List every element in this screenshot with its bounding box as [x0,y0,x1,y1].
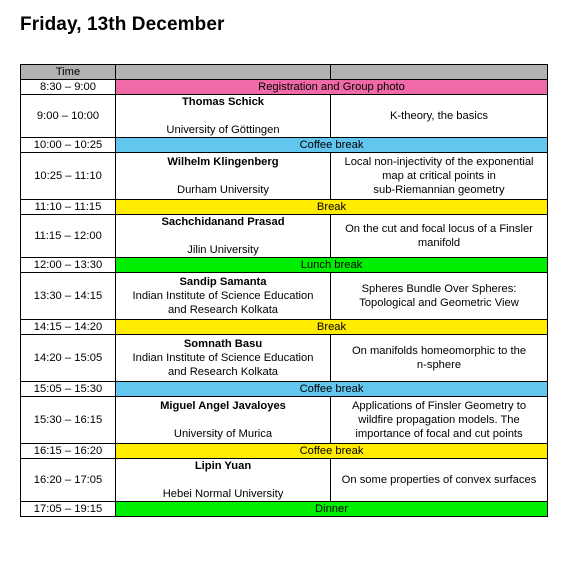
session-time: 9:00 – 10:00 [21,95,116,138]
session-time: 10:25 – 11:10 [21,153,116,200]
speaker-affiliation: Jilin University [187,244,259,256]
speaker-cell [116,215,331,258]
spacer [119,169,327,183]
schedule-table [20,64,548,517]
talk-title-line: Topological and Geometric View [359,297,519,309]
speaker-affiliation: University of Göttingen [166,124,280,136]
speaker-cell [116,273,331,320]
break-row [21,258,548,273]
speaker-name: Lipin Yuan [194,460,252,472]
session-time: 11:15 – 12:00 [21,215,116,258]
talk-title-line: On the cut and focal locus of a Finsler [345,223,533,235]
break-row [21,320,548,335]
break-label: Registration and Group photo [116,80,548,95]
speaker-affiliation: University of Murica [173,428,273,440]
break-label: Lunch break [116,258,548,273]
break-label: Coffee break [116,382,548,397]
session-time: 16:20 – 17:05 [21,459,116,502]
table-header-row [21,65,548,80]
session-time: 15:05 – 15:30 [21,382,116,397]
talk-row [21,215,548,258]
speaker-cell [116,95,331,138]
talk-row [21,459,548,502]
talk-title-line: sub-Riemannian geometry [373,184,505,196]
speaker-affiliation: Indian Institute of Science Education [132,352,314,364]
talk-title-cell [331,335,548,382]
speaker-cell [116,335,331,382]
speaker-cell [116,459,331,502]
talk-title-line: wildfire propagation models. The [358,414,520,426]
break-row [21,138,548,153]
break-row [21,80,548,95]
talk-title-line: n-sphere [416,359,462,371]
talk-title-cell [331,397,548,444]
speaker-affiliation: and Research Kolkata [167,366,279,378]
speaker-cell [116,397,331,444]
talk-row [21,397,548,444]
session-time: 8:30 – 9:00 [21,80,116,95]
session-time: 15:30 – 16:15 [21,397,116,444]
break-label: Dinner [116,502,548,517]
talk-row [21,95,548,138]
talk-row [21,153,548,200]
talk-title-line: On manifolds homeomorphic to the [351,345,527,357]
session-time: 11:10 – 11:15 [21,200,116,215]
speaker-affiliation: Durham University [176,184,269,196]
speaker-affiliation: Hebei Normal University [162,488,284,500]
speaker-name: Somnath Basu [183,338,263,350]
speaker-cell [116,153,331,200]
day-title: Friday, 13th December [20,14,225,35]
talk-title-cell [331,273,548,320]
talk-title-line: K-theory, the basics [389,110,489,122]
spacer [119,473,327,487]
session-time: 13:30 – 14:15 [21,273,116,320]
session-time: 12:00 – 13:30 [21,258,116,273]
break-row [21,200,548,215]
session-time: 16:15 – 16:20 [21,444,116,459]
speaker-name: Sandip Samanta [179,276,267,288]
spacer [119,413,327,427]
talk-title-cell [331,153,548,200]
speaker-column-header [116,65,331,80]
speaker-name: Miguel Angel Javaloyes [160,400,286,412]
break-label: Break [116,200,548,215]
break-label: Coffee break [116,444,548,459]
talk-row [21,273,548,320]
talk-title-line: Applications of Finsler Geometry to [351,400,527,412]
talk-title-line: importance of focal and cut points [355,428,523,440]
break-row [21,444,548,459]
talk-title-cell [331,215,548,258]
break-label: Coffee break [116,138,548,153]
talk-title-cell [331,459,548,502]
break-row [21,382,548,397]
talk-title-cell [331,95,548,138]
spacer [119,109,327,123]
talk-title-line: Spheres Bundle Over Spheres: [361,283,517,295]
talk-row [21,335,548,382]
spacer [119,229,327,243]
title-column-header [331,65,548,80]
session-time: 10:00 – 10:25 [21,138,116,153]
speaker-affiliation: and Research Kolkata [167,304,279,316]
talk-title-line: map at critical points in [382,170,496,182]
break-row [21,502,548,517]
speaker-name: Sachchidanand Prasad [161,216,285,228]
speaker-name: Thomas Schick [181,96,265,108]
speaker-name: Wilhelm Klingenberg [167,156,279,168]
talk-title-line: Local non-injectivity of the exponential [344,156,534,168]
break-label: Break [116,320,548,335]
session-time: 14:20 – 15:05 [21,335,116,382]
session-time: 14:15 – 14:20 [21,320,116,335]
speaker-affiliation: Indian Institute of Science Education [132,290,314,302]
session-time: 17:05 – 19:15 [21,502,116,517]
talk-title-line: On some properties of convex surfaces [341,474,537,486]
talk-title-line: manifold [417,237,461,249]
time-column-header: Time [21,65,116,80]
